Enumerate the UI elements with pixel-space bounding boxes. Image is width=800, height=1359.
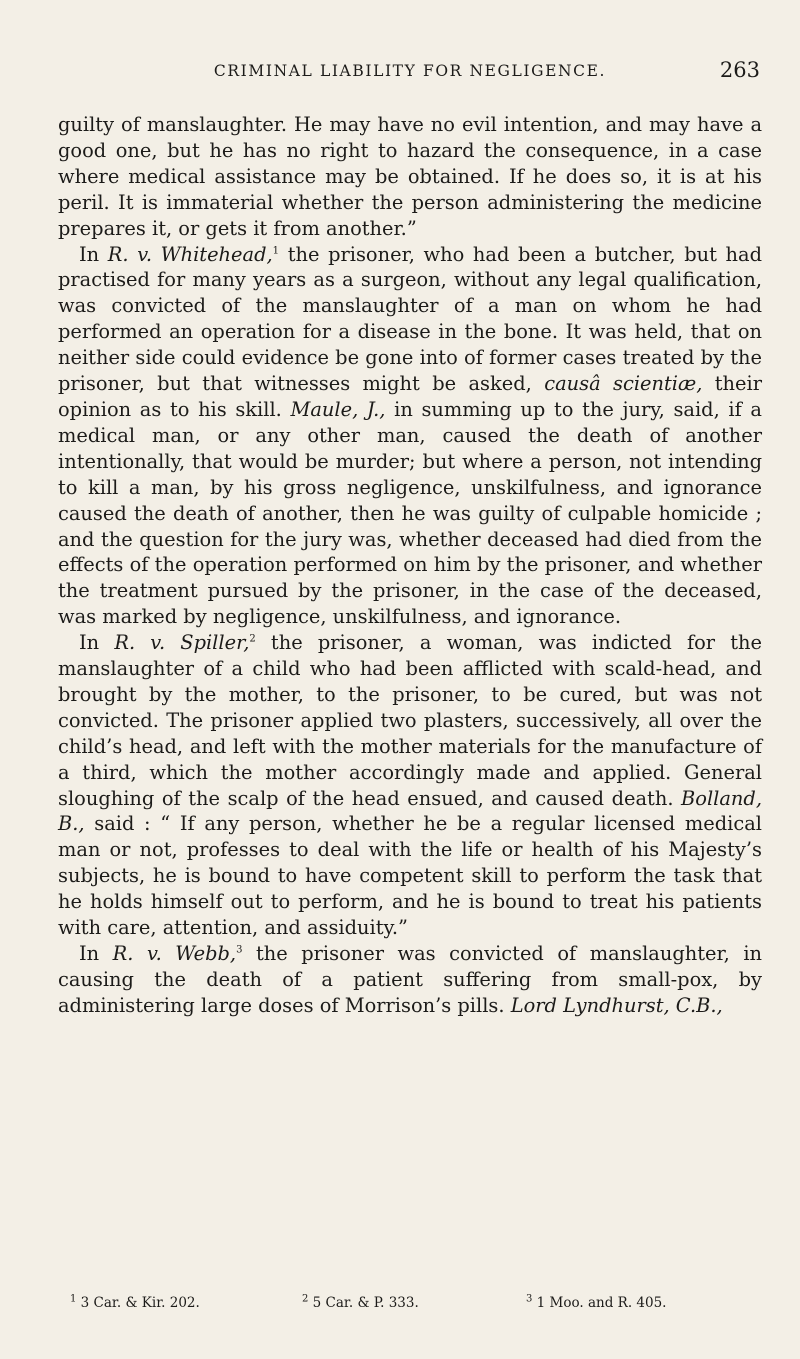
running-header <box>60 58 760 92</box>
paragraph-webb <box>58 941 762 1019</box>
paragraph-text: guilty of manslaughter. He may have no evil intention, and may have a good one, but he has no right to hazard the consequence, in a case where medical assistance may be obtained. If he does so, it is at his peril. It is immaterial whether the person administering the medicine prepares it, or gets it from another.” <box>58 113 762 240</box>
footnote-number: 1 <box>70 1293 77 1305</box>
paragraph-continuation <box>58 112 762 242</box>
page-number: 263 <box>719 58 760 82</box>
paragraph-lead: In <box>79 631 115 655</box>
footnote <box>70 1295 200 1311</box>
paragraph-text: the prisoner, who had been a butcher, but had practised for many years as a surgeon, without any legal qualification, was convicted of the manslaughter of a man on whom he had performed an operation for a disease in the bone. It was held, that on neither side could evidence be gone into of former cases treated by the prisoner, but that witnesses might be asked, <box>58 242 762 396</box>
paragraph-text: in summing up to the jury, said, if a medical man, or any other man, caused the death of another intentionally, that would be murder; but where a person, not intending to kill a man, by his gross negligence, unskilfulness, and ignorance caused the death of another, then he was guilty of culpable homicide ; and the question for the jury was, whether deceased had died from the effects of the operation performed on him by the prisoner, and whether the treatment pursued by the prisoner, in the case of the deceased, was marked by negligence, unskilfulness, and ignorance. <box>58 397 762 629</box>
footnote-text: 5 Car. & P. 333. <box>312 1295 419 1311</box>
body-text <box>58 112 762 1019</box>
footnotes <box>58 1295 762 1317</box>
judge-name: Lord Lyndhurst, C.B., <box>510 993 723 1017</box>
case-name: R. v. Whitehead, <box>107 242 273 266</box>
footnote-ref: 1 <box>272 245 280 257</box>
paragraph-text: their opinion as to his skill. <box>58 372 762 421</box>
footnote-number: 3 <box>526 1293 533 1305</box>
paragraph-whitehead <box>58 242 762 631</box>
paragraph-spiller <box>58 630 762 941</box>
footnote-number: 2 <box>302 1293 309 1305</box>
judge-name: Bolland, B., <box>58 786 762 836</box>
paragraph-text: the prisoner was convicted of manslaughter, in causing the death of a patient suffering from small-pox, by administering large doses of Morrison’s pills. <box>58 942 763 1017</box>
case-name: R. v. Webb, <box>112 942 237 965</box>
judge-name: Maule, J., <box>290 397 386 421</box>
paragraph-text: the prisoner, a woman, was indicted for the manslaughter of a child who had been afflicted with scald-head, and brought by the mother, to the prisoner, to be cured, but was not convicted. The prisoner applied two plasters, successively, all over the child’s head, and left with the mother materials for the manufacture of a third, which the mother accordingly made and applied. General sloughing of the scalp of the head ensued, and caused death. <box>58 631 762 810</box>
footnote-text: 3 Car. & Kir. 202. <box>80 1295 200 1311</box>
footnote <box>526 1295 666 1311</box>
footnote-text: 1 Moo. and R. 405. <box>536 1295 667 1311</box>
footnote <box>302 1295 419 1311</box>
paragraph-lead: In <box>79 242 108 266</box>
paragraph-text: said : “ If any person, whether he be a regular licensed medical man or not, professes to deal with the life or health of his Majesty’s subjects, he is bound to have competent skill to perform the task that he holds himself out to perform, and he is bound to treat his patients with care, attention, and assiduity.” <box>58 812 762 940</box>
case-name: R. v. Spiller, <box>114 631 250 655</box>
footnote-ref: 2 <box>249 633 256 645</box>
footnote-ref: 3 <box>236 944 243 956</box>
paragraph-lead: In <box>79 942 113 965</box>
running-title: CRIMINAL LIABILITY FOR NEGLIGENCE. <box>213 62 607 80</box>
latin-phrase: causâ scientiæ, <box>544 372 703 396</box>
